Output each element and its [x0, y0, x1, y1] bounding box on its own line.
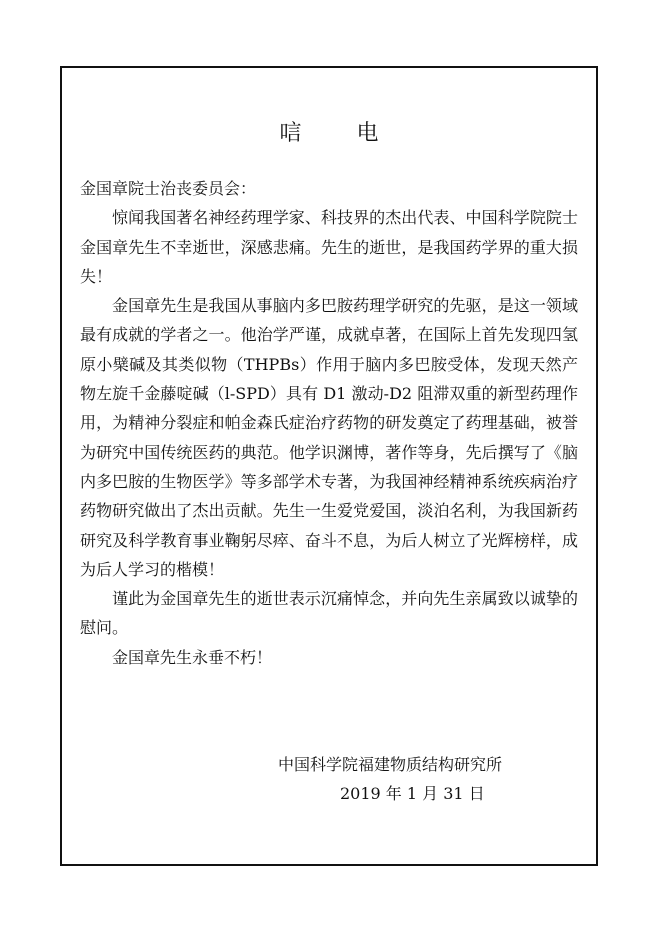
salutation: 金国章院士治丧委员会：: [80, 179, 257, 198]
paragraph-achievements: 金国章先生是我国从事脑内多巴胺药理学研究的先驱，是这一领域最有成就的学者之一。他治学严谨，成就卓著，在国际上首先发现四氢原小檗碱及其类似物（THPBs）作用于脑内多巴胺受体，发现天然产物左旋千金藤啶碱（l-SPD）具有 D1 激动-D2 阻滞双重的新型药理作用，为精神分裂症和帕金森氏症治疗药物的研发奠定了药理基础，被誉为研究中国传统医药的典范。他学识渊博，著作等身，先后撰写了《脑内多巴胺的生物医学》等多部学术专著，为我国神经精神系统疾病治疗药物研究做出了杰出贡献。先生一生爱党爱国，淡泊名利，为我国新药研究及科学教育事业鞠躬尽瘁、奋斗不息，为后人树立了光辉榜样，成为后人学习的楷模！: [80, 296, 578, 579]
letter-body: [80, 174, 578, 672]
signature-date: 2019 年 1 月 31 日: [340, 784, 485, 803]
paragraph-mourning: 谨此为金国章先生的逝世表示沉痛悼念，并向先生亲属致以诚挚的慰问。: [80, 589, 578, 638]
document-frame: [60, 66, 598, 866]
signature-organization: 中国科学院福建物质结构研究所: [278, 755, 503, 774]
paragraph-closing: 金国章先生永垂不朽！: [112, 647, 273, 667]
document-title: 唁 电: [279, 121, 403, 146]
paragraph-condolence: 惊闻我国著名神经药理学家、科技界的杰出代表、中国科学院院士金国章先生不幸逝世，深感悲痛。先生的逝世，是我国药学界的重大损失！: [80, 208, 578, 286]
